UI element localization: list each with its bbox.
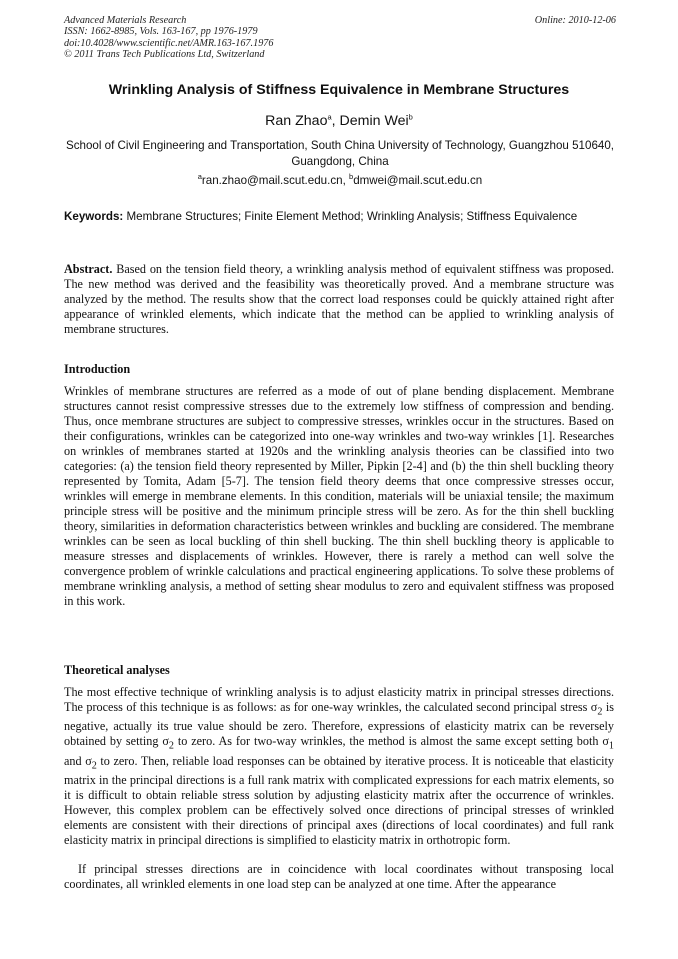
email-address: dmwei@mail.scut.edu.cn [353,174,483,187]
abstract-text: Based on the tension field theory, a wrinkling analysis method of equivalent stiffness was proposed. The new method was derived and the feasibility was theoretically proved. And a membrane structure was analyzed by the method. The results show that the correct load responses could be quickly attained right after appearance of wrinkled elements, which indicate that the method can be applied to wrinkling analysis of membrane structures. [64,262,614,336]
section-heading-introduction: Introduction [64,362,131,376]
sigma-symbol: σ [590,700,598,714]
author-name: Ran Zhao [265,113,328,129]
keywords [64,210,614,225]
author-separator: , [331,113,340,129]
affiliation: School of Civil Engineering and Transportation, South China University of Technology, Guangzhou 510640, Guangdong, China [65,139,615,168]
introduction-paragraph: Wrinkles of membrane structures are referred as a mode of out of plane bending displacement. Membrane structures cannot resist compressive stresses due to the extremely low stiffness of compression and bending. Thus, once membrane structures are subject to compressive stresses, wrinkles occur in the structures. Based on their configurations, wrinkles can be categorized into one-way wrinkles and two-way wrinkles [1]. Researches on wrinkles of membranes started at 1920s and the wrinkling analysis theories can be classified into two categories: (a) the tension field theory represented by Miller, Pipkin [2-4] and (b) the thin shell buckling theory represented by Tomita, Adam [5-7]. The tension field theory deems that once compressive stresses occur, wrinkles will emerge in membrane elements. In this condition, materials will be uniaxial tensile; the maximum principle stress will be positive and the minimum principle stress will be zero. As for the thin shell buckling theory, similarities in deformation characteristics between wrinkles and buckling are considered. The membrane wrinkles can be seen as local buckling of thin shell bucking. The thin shell buckling theory is applicable to measure stresses and displacements of wrinkles. However, there is rarely a method can well solve the convergence problem of wrinkle calculations and practical engineering applications. To solve these problems of membrane wrinkling analysis, a method of setting shear modulus to zero and equivalent stiffness was proposed in this work. [64,384,614,608]
email-address: ran.zhao@mail.scut.edu.cn [201,174,343,187]
author-affil-mark: a [327,112,332,122]
journal-name: Advanced Materials Research [64,15,187,26]
sigma-subscript: 2 [91,760,97,772]
paper-title: Wrinkling Analysis of Stiffness Equivalence in Membrane Structures [108,82,570,98]
journal-doi: doi:10.4028/www.scientific.net/AMR.163-167.1976 [64,37,274,49]
sigma-subscript: 2 [597,706,603,718]
online-date: Online: 2010-12-06 [534,15,616,26]
keywords-label: Keywords: [64,210,124,223]
sigma-symbol: σ [162,734,169,749]
email-line [64,173,616,188]
sigma-subscript: 2 [168,740,174,752]
theory-text: to zero. Then, reliable load responses can be obtained by iterative process. It is noticeable that elasticity matrix in the principal directions is a full rank matrix with complicated expressions for each matrix elements, so it is difficult to obtain reliable stress solution by adjusting elasticity matrix after the occurrence of wrinkles. However, this complex problem can be effectively solved once directions of principal stresses of wrinkled elements are consistent with their directions of principal axes (directions of local coordinates) and full rank elasticity matrix in principal directions is simplified to elasticity matrix in orthotropic form. [64,753,614,848]
theory-text: to zero. As for two-way wrinkles, the method is almost the same except setting both [173,734,603,749]
journal-header [64,15,616,60]
theory-text: is negative, actually its true value should be zero. Therefore, expressions of elasticity matrix can be reversely obtained by setting [64,700,614,749]
section-heading-theory: Theoretical analyses [64,663,170,677]
email-separator: , [342,174,350,187]
journal-copyright: © 2011 Trans Tech Publications Ltd, Switzerland [64,48,265,60]
keywords-text: Membrane Structures; Finite Element Method; Wrinkling Analysis; Stiffness Equivalence [126,210,578,223]
journal-issn: ISSN: 1662-8985, Vols. 163-167, pp 1976-1979 [64,26,258,38]
abstract-label: Abstract. [64,262,113,276]
email-mark: b [349,172,354,182]
sigma-symbol: σ [85,753,92,768]
theory-paragraph-2: If principal stresses directions are in coincidence with local coordinates without transposing local coordinates, all wrinkled elements in one load step can be analyzed at one time. After the appearance [64,862,614,891]
author-name: Demin Wei [339,113,409,129]
theory-paragraph-1 [64,685,614,848]
theory-text: The most effective technique of wrinkling analysis is to adjust elasticity matrix in principal stresses directions. The process of this technique is as follows: as for one-way wrinkles, the calculated second principal stress [64,685,614,714]
sigma-subscript: 1 [608,740,614,752]
sigma-symbol: σ [602,734,609,749]
abstract [64,262,614,337]
author-list [40,112,638,130]
email-mark: a [197,172,202,182]
theory-text: and [64,753,86,768]
author-affil-mark: b [408,112,413,122]
